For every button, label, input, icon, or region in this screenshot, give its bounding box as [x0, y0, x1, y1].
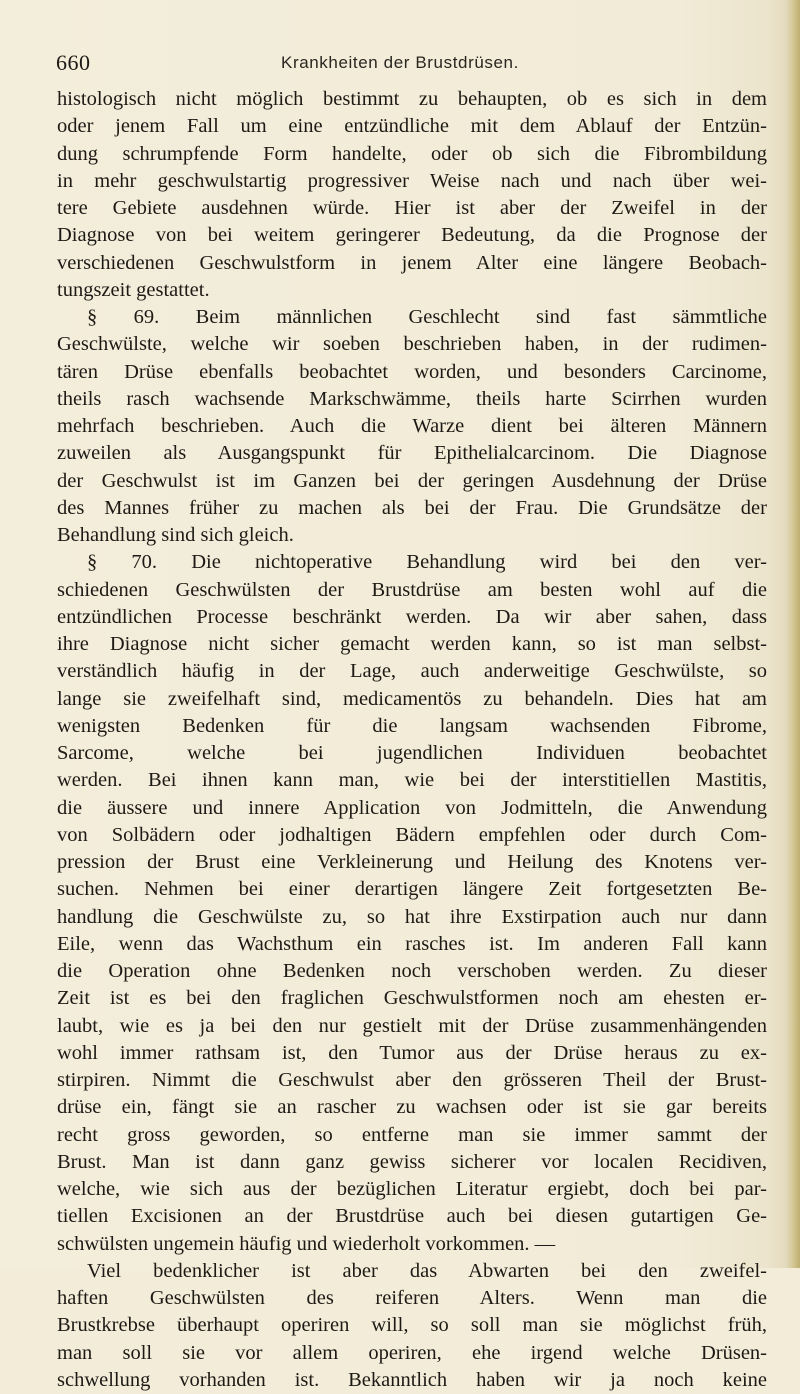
- text-line: der Geschwulst ist im Ganzen bei der geringen Ausdehnung der Drüse: [57, 469, 767, 492]
- text-line: lange sie zweifelhaft sind, medicamentös zu behandeln. Dies hat am: [57, 687, 767, 710]
- text-line: werden. Bei ihnen kann man, wie bei der interstitiellen Mastitis,: [57, 769, 767, 792]
- text-line: die äussere und innere Application von Jodmitteln, die Anwendung: [57, 796, 767, 819]
- text-line: Eile, wenn das Wachsthum ein rasches ist. Im anderen Fall kann: [57, 932, 767, 955]
- text-line: Geschwülste, welche wir soeben beschrieben haben, in der rudimen-: [57, 333, 767, 356]
- text-line: man soll sie vor allem operiren, ehe irgend welche Drüsen-: [57, 1341, 767, 1364]
- text-line: mehrfach beschrieben. Auch die Warze dient bei älteren Männern: [57, 415, 767, 437]
- text-line: zuweilen als Ausgangspunkt für Epithelialcarcinom. Die Diagnose: [57, 442, 767, 465]
- text-line: theils rasch wachsende Markschwämme, theils harte Scirrhen wurden: [57, 387, 767, 410]
- text-line: dung schrumpfende Form handelte, oder ob sich die Fibrombildung: [57, 142, 767, 165]
- text-line: tere Gebiete ausdehnen würde. Hier ist aber der Zweifel in der: [57, 197, 767, 219]
- text-line: Viel bedenklicher ist aber das Abwarten bei den zweifel-: [87, 1259, 767, 1282]
- text-line: Sarcome, welche bei jugendlichen Individuen beobachtet: [57, 742, 767, 764]
- text-line: drüse ein, fängt sie an rascher zu wachsen oder ist sie gar bereits: [57, 1096, 767, 1119]
- body-text: [57, 86, 767, 1394]
- text-line: Zeit ist es bei den fraglichen Geschwulstformen noch am ehesten er-: [57, 987, 767, 1010]
- text-line: § 70. Die nichtoperative Behandlung wird bei den ver-: [87, 551, 767, 574]
- text-line: tiellen Excisionen an der Brustdrüse auch bei diesen gutartigen Ge-: [57, 1205, 767, 1228]
- text-line: recht gross geworden, so entferne man sie immer sammt der: [57, 1123, 767, 1146]
- text-line: § 69. Beim männlichen Geschlecht sind fast sämmtliche: [87, 306, 767, 328]
- text-line: tären Drüse ebenfalls beobachtet worden, und besonders Carcinome,: [57, 360, 767, 383]
- text-line: schwellung vorhanden ist. Bekanntlich haben wir ja noch keine: [57, 1368, 767, 1391]
- text-line: in mehr geschwulstartig progressiver Weise nach und nach über wei-: [57, 169, 767, 192]
- text-line: verschiedenen Geschwulstform in jenem Alter eine längere Beobach-: [57, 251, 767, 274]
- text-line: pression der Brust eine Verkleinerung und Heilung des Knotens ver-: [57, 851, 767, 873]
- text-line: Diagnose von bei weitem geringerer Bedeutung, da die Prognose der: [57, 224, 767, 247]
- text-line: die Operation ohne Bedenken noch verschoben werden. Zu dieser: [57, 960, 767, 982]
- text-line: Brust. Man ist dann ganz gewiss sicherer vor localen Recidiven,: [57, 1150, 767, 1173]
- text-line: laubt, wie es ja bei den nur gestielt mit der Drüse zusammenhängenden: [57, 1014, 767, 1037]
- text-line: welche, wie sich aus der bezüglichen Literatur ergiebt, doch bei par-: [57, 1178, 767, 1200]
- page-number: 660: [56, 50, 91, 75]
- text-line: haften Geschwülsten des reiferen Alters. Wenn man die: [57, 1287, 767, 1309]
- text-line: des Mannes früher zu machen als bei der Frau. Die Grundsätze der: [57, 496, 767, 519]
- text-line: suchen. Nehmen bei einer derartigen längere Zeit fortgesetzten Be-: [57, 878, 767, 901]
- page-header: [56, 50, 756, 80]
- text-line: Brustkrebse überhaupt operiren will, so soll man sie möglichst früh,: [57, 1314, 767, 1337]
- running-title: Krankheiten der Brustdrüsen.: [281, 53, 519, 72]
- text-line: schiedenen Geschwülsten der Brustdrüse am besten wohl auf die: [57, 578, 767, 601]
- text-line: ihre Diagnose nicht sicher gemacht werden kann, so ist man selbst-: [57, 633, 767, 655]
- text-line: tungszeit gestattet.: [57, 278, 210, 301]
- text-line: wohl immer rathsam ist, den Tumor aus der Drüse heraus zu ex-: [57, 1041, 767, 1064]
- text-line: stirpiren. Nimmt die Geschwulst aber den grösseren Theil der Brust-: [57, 1069, 767, 1091]
- text-line: oder jenem Fall um eine entzündliche mit dem Ablauf der Entzün-: [57, 115, 767, 138]
- text-line: schwülsten ungemein häufig und wiederholt vorkommen. —: [57, 1232, 556, 1255]
- page-edge: [786, 0, 800, 1268]
- text-line: von Solbädern oder jodhaltigen Bädern empfehlen oder durch Com-: [57, 823, 767, 846]
- text-line: wenigsten Bedenken für die langsam wachsenden Fibrome,: [57, 714, 767, 737]
- text-line: Behandlung sind sich gleich.: [57, 524, 294, 546]
- text-line: entzündlichen Processe beschränkt werden. Da wir aber sahen, dass: [57, 605, 767, 628]
- text-line: histologisch nicht möglich bestimmt zu behaupten, ob es sich in dem: [57, 88, 767, 110]
- text-line: handlung die Geschwülste zu, so hat ihre Exstirpation auch nur dann: [57, 905, 767, 928]
- text-line: verständlich häufig in der Lage, auch anderweitige Geschwülste, so: [57, 660, 767, 683]
